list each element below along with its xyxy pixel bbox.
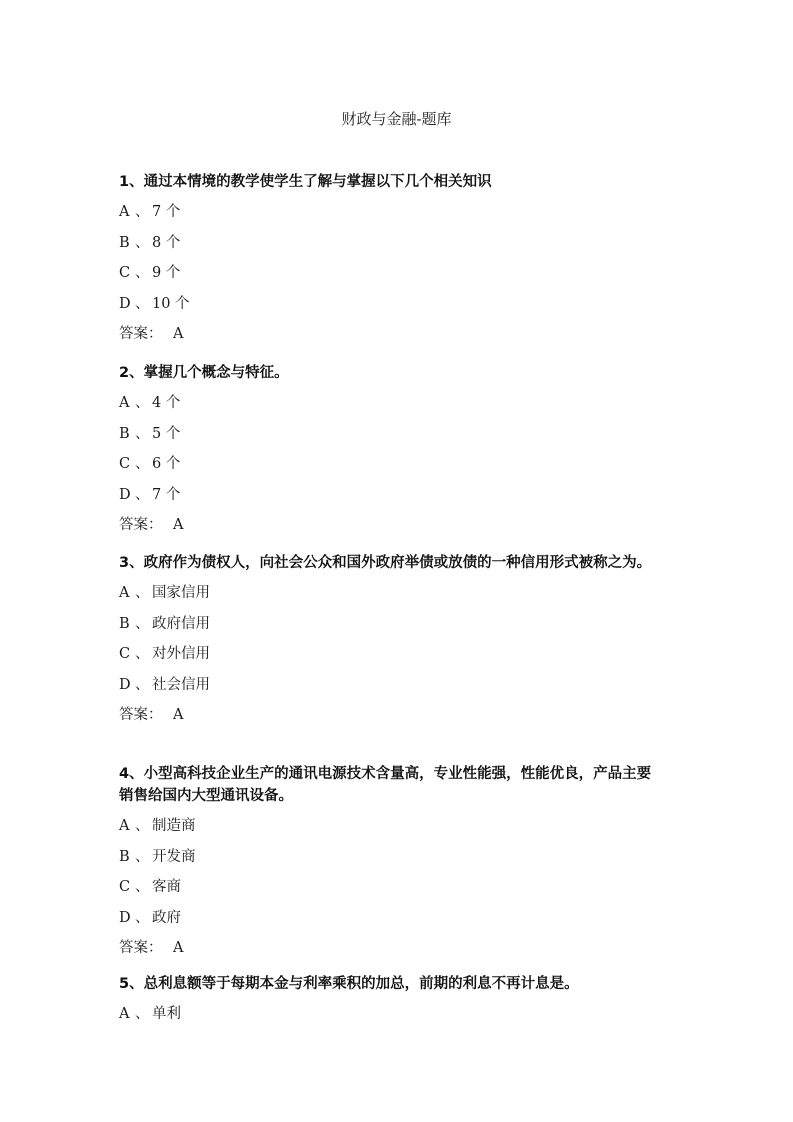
question-4 <box>119 763 664 959</box>
answer-line <box>119 937 664 959</box>
option-letter: A <box>119 818 130 834</box>
option-separator: 、 <box>135 879 150 895</box>
answer-line <box>119 323 664 345</box>
answer-line <box>119 514 664 536</box>
option-separator: 、 <box>135 486 150 503</box>
option-d[interactable] <box>119 674 664 705</box>
option-b[interactable] <box>119 423 664 454</box>
option-text: 社会信用 <box>152 676 210 693</box>
answer-label: 答案： <box>119 940 163 956</box>
option-letter: C <box>119 879 131 895</box>
option-c[interactable] <box>119 453 664 484</box>
question-text: 1、通过本情境的教学使学生了解与掌握以下几个相关知识 <box>119 174 492 190</box>
answer-label: 答案： <box>119 517 163 533</box>
option-letter: B <box>119 425 130 442</box>
option-separator: 、 <box>135 234 150 251</box>
option-list <box>119 1003 664 1034</box>
question-text: 4、小型高科技企业生产的通讯电源技术含量高，专业性能强，性能优良，产品主要销售给国内大型通讯设备。 <box>119 766 652 804</box>
option-a[interactable] <box>119 201 664 232</box>
option-list <box>119 815 664 937</box>
question-1 <box>119 171 664 345</box>
option-separator: 、 <box>135 1006 150 1022</box>
option-letter: A <box>119 585 130 601</box>
option-letter: C <box>119 265 131 281</box>
question-5 <box>119 973 664 1034</box>
option-b[interactable] <box>119 232 664 263</box>
option-a[interactable] <box>119 1003 664 1034</box>
option-text: 客商 <box>152 879 181 895</box>
option-letter: D <box>119 486 131 503</box>
option-separator: 、 <box>135 818 150 834</box>
document-title: 财政与金融-题库 <box>341 110 452 128</box>
option-text: 对外信用 <box>152 646 210 662</box>
question-3 <box>119 552 664 726</box>
option-text: 单利 <box>152 1006 181 1022</box>
option-text: 7 个 <box>152 204 181 220</box>
option-separator: 、 <box>135 456 150 472</box>
option-letter: D <box>119 295 131 312</box>
option-text: 5 个 <box>152 425 181 442</box>
option-letter: B <box>119 848 130 865</box>
option-separator: 、 <box>135 204 150 220</box>
option-text: 9 个 <box>152 265 181 281</box>
option-d[interactable] <box>119 484 664 515</box>
option-text: 政府信用 <box>152 615 210 632</box>
answer-value: A <box>173 940 184 956</box>
option-b[interactable] <box>119 613 664 644</box>
question-text: 5、总利息额等于每期本金与利率乘积的加总，前期的利息不再计息是。 <box>119 976 579 992</box>
option-text: 制造商 <box>152 818 196 834</box>
option-letter: C <box>119 456 131 472</box>
option-c[interactable] <box>119 876 664 907</box>
question-text: 2、掌握几个概念与特征。 <box>119 365 289 381</box>
option-separator: 、 <box>135 295 150 312</box>
option-text: 7 个 <box>152 486 181 503</box>
option-list <box>119 582 664 704</box>
option-text: 国家信用 <box>152 585 210 601</box>
option-letter: B <box>119 615 130 632</box>
option-list <box>119 392 664 514</box>
question-text: 3、政府作为债权人，向社会公众和国外政府举债或放债的一种信用形式被称之为。 <box>119 555 652 571</box>
option-d[interactable] <box>119 907 664 938</box>
option-separator: 、 <box>135 676 150 693</box>
option-letter: A <box>119 204 130 220</box>
answer-value: A <box>173 517 184 533</box>
option-text: 4 个 <box>152 395 181 411</box>
option-list <box>119 201 664 323</box>
option-letter: A <box>119 395 130 411</box>
option-text: 10 个 <box>152 295 190 312</box>
option-separator: 、 <box>135 615 150 632</box>
answer-value: A <box>173 707 184 723</box>
answer-label: 答案： <box>119 707 163 723</box>
option-letter: C <box>119 646 131 662</box>
option-a[interactable] <box>119 392 664 423</box>
answer-line <box>119 704 664 726</box>
option-b[interactable] <box>119 846 664 877</box>
option-d[interactable] <box>119 293 664 324</box>
option-separator: 、 <box>135 909 150 926</box>
option-c[interactable] <box>119 643 664 674</box>
option-a[interactable] <box>119 582 664 613</box>
option-text: 8 个 <box>152 234 181 251</box>
answer-label: 答案： <box>119 326 163 342</box>
option-separator: 、 <box>135 646 150 662</box>
option-separator: 、 <box>135 395 150 411</box>
option-letter: D <box>119 676 131 693</box>
option-letter: A <box>119 1006 130 1022</box>
option-separator: 、 <box>135 265 150 281</box>
option-text: 6 个 <box>152 456 181 472</box>
option-letter: B <box>119 234 130 251</box>
option-letter: D <box>119 909 131 926</box>
option-a[interactable] <box>119 815 664 846</box>
answer-value: A <box>173 326 184 342</box>
question-2 <box>119 362 664 536</box>
option-separator: 、 <box>135 425 150 442</box>
option-text: 政府 <box>152 909 181 926</box>
option-text: 开发商 <box>152 848 196 865</box>
option-separator: 、 <box>135 585 150 601</box>
option-c[interactable] <box>119 262 664 293</box>
option-separator: 、 <box>135 848 150 865</box>
